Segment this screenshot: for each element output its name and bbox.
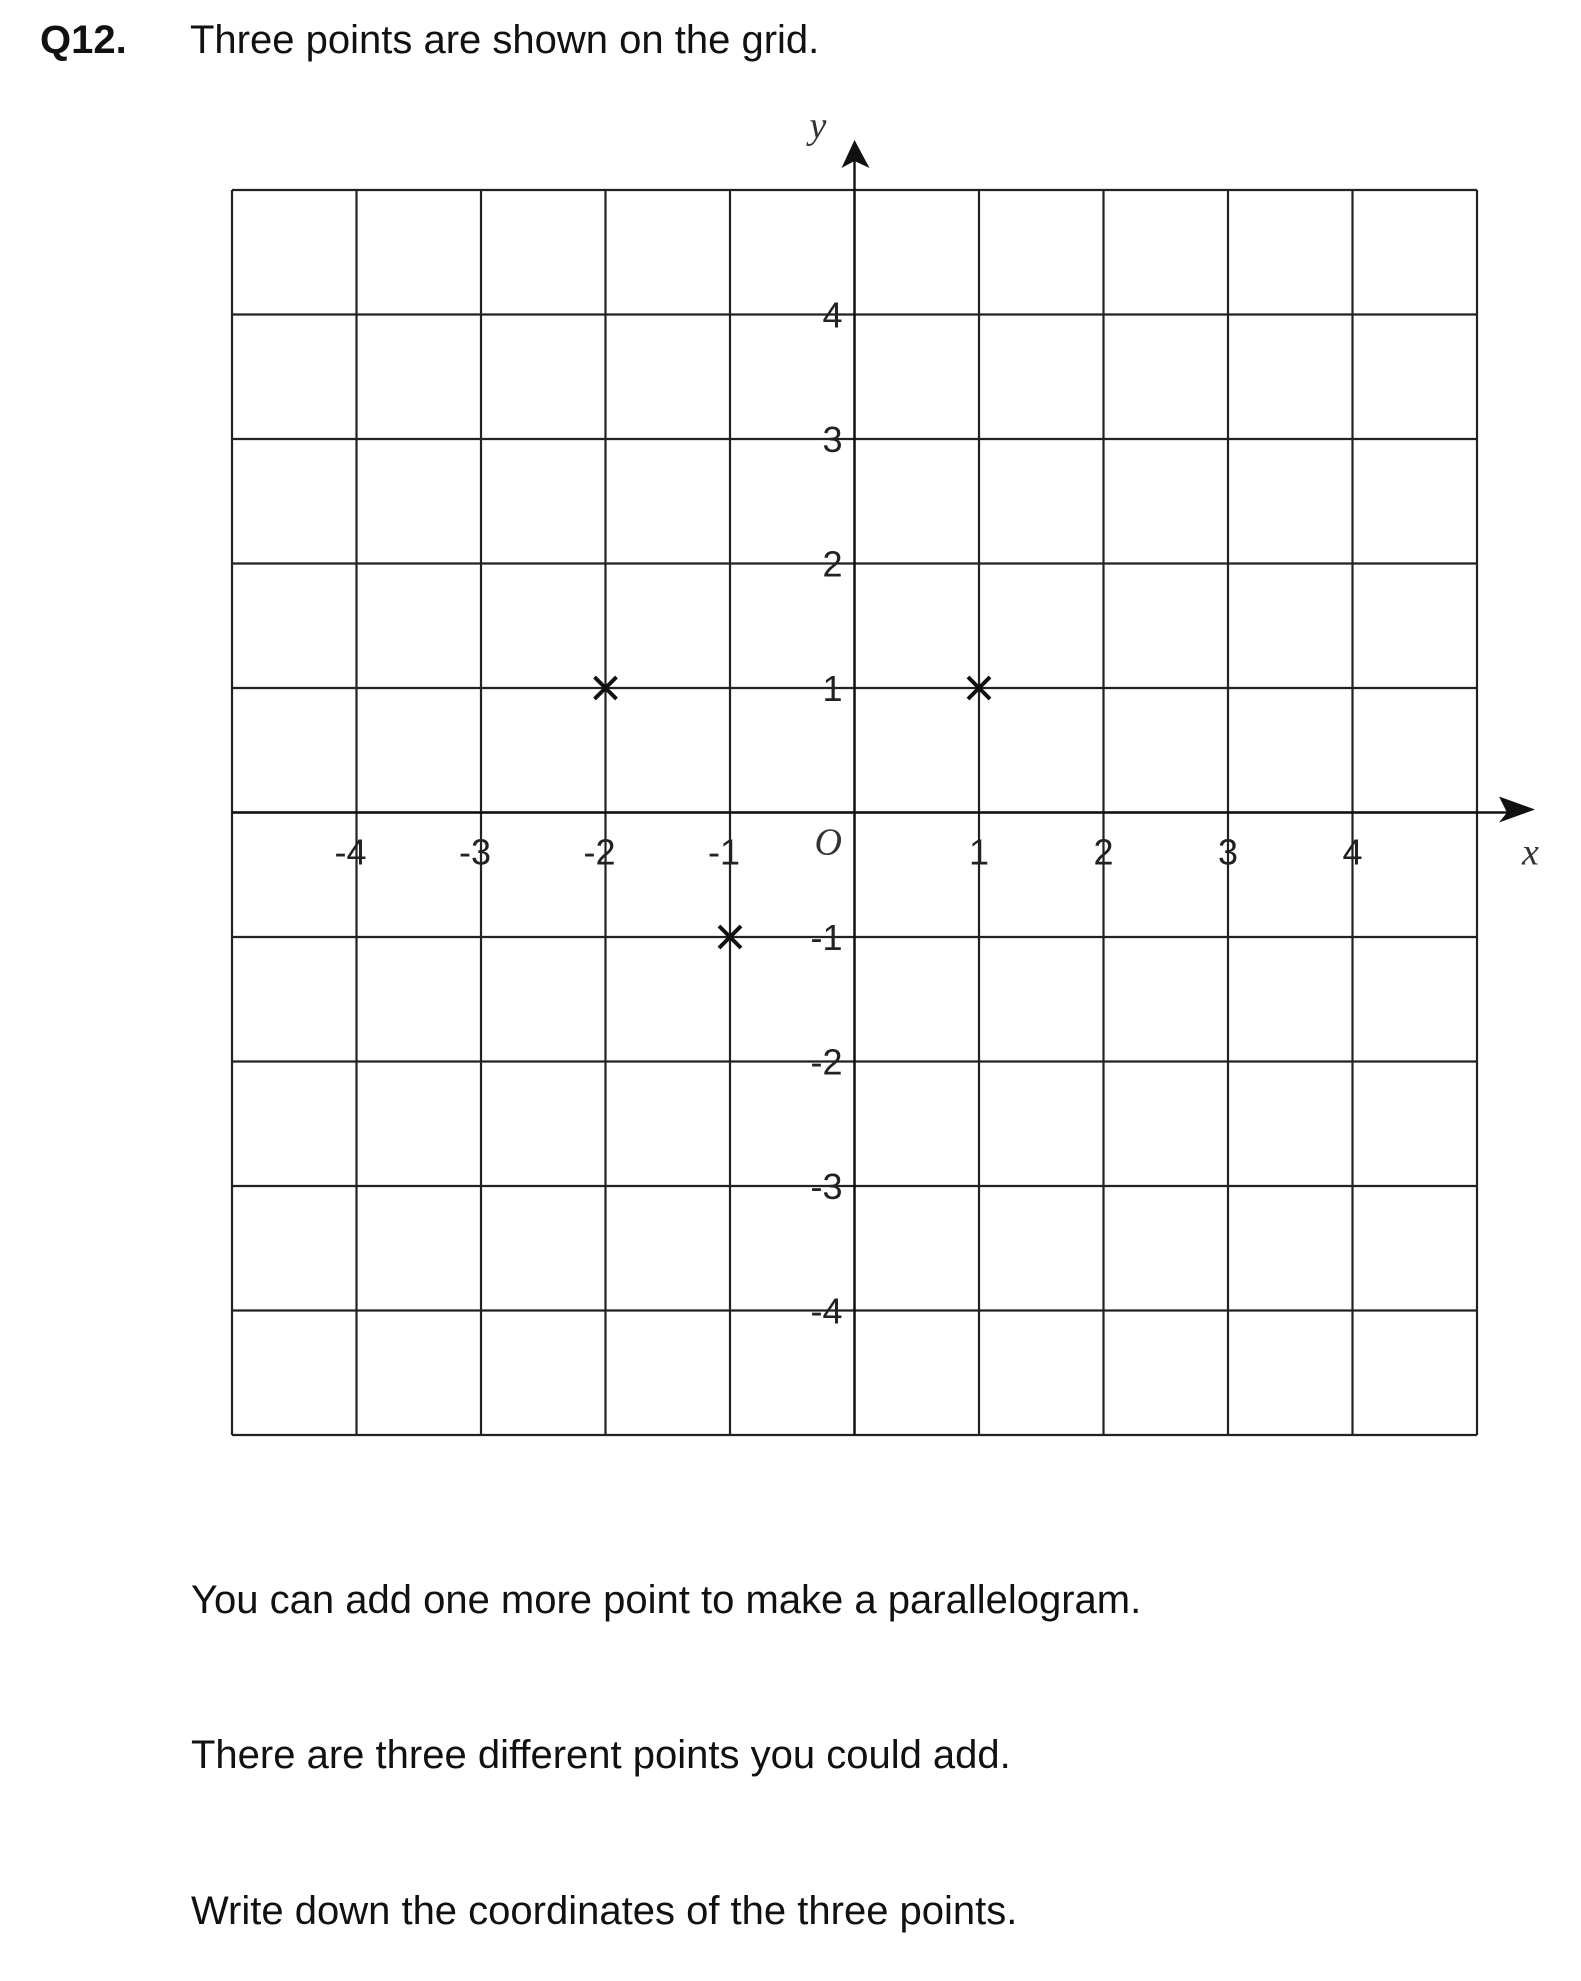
instruction-line-2: There are three different points you could add. [191, 1733, 1011, 1777]
question-prompt: Three points are shown on the grid. [190, 18, 820, 62]
x-axis-label: x [1522, 831, 1539, 874]
x-tick-label: 2 [1093, 831, 1114, 873]
x-tick-label: 1 [968, 831, 990, 873]
origin-label: O [814, 821, 842, 864]
y-tick-label: 2 [822, 543, 843, 585]
x-tick-label: 3 [1217, 831, 1239, 873]
x-tick-label: -2 [583, 831, 616, 873]
y-tick-label: 1 [822, 668, 843, 709]
y-tick-label: -2 [810, 1041, 843, 1083]
instruction-line-1: You can add one more point to make a parallelogram. [191, 1578, 1142, 1622]
y-tick-label: -3 [810, 1166, 843, 1207]
instruction-line-3: Write down the coordinates of the three points. [191, 1889, 1018, 1933]
x-tick-label: -4 [334, 831, 367, 873]
x-tick-label: -1 [707, 831, 741, 873]
x-tick-label: 4 [1342, 831, 1363, 873]
y-tick-label: -1 [810, 917, 843, 958]
y-tick-label: 4 [822, 294, 843, 336]
y-tick-label: -4 [810, 1290, 843, 1332]
x-axis-arrow [1499, 797, 1535, 823]
x-tick-labels [334, 832, 1362, 873]
question-number: Q12. [40, 18, 127, 62]
axes [232, 140, 1535, 1435]
y-tick-label: 3 [822, 419, 843, 460]
x-tick-label: -3 [458, 831, 492, 873]
y-axis-label: y [809, 105, 827, 147]
